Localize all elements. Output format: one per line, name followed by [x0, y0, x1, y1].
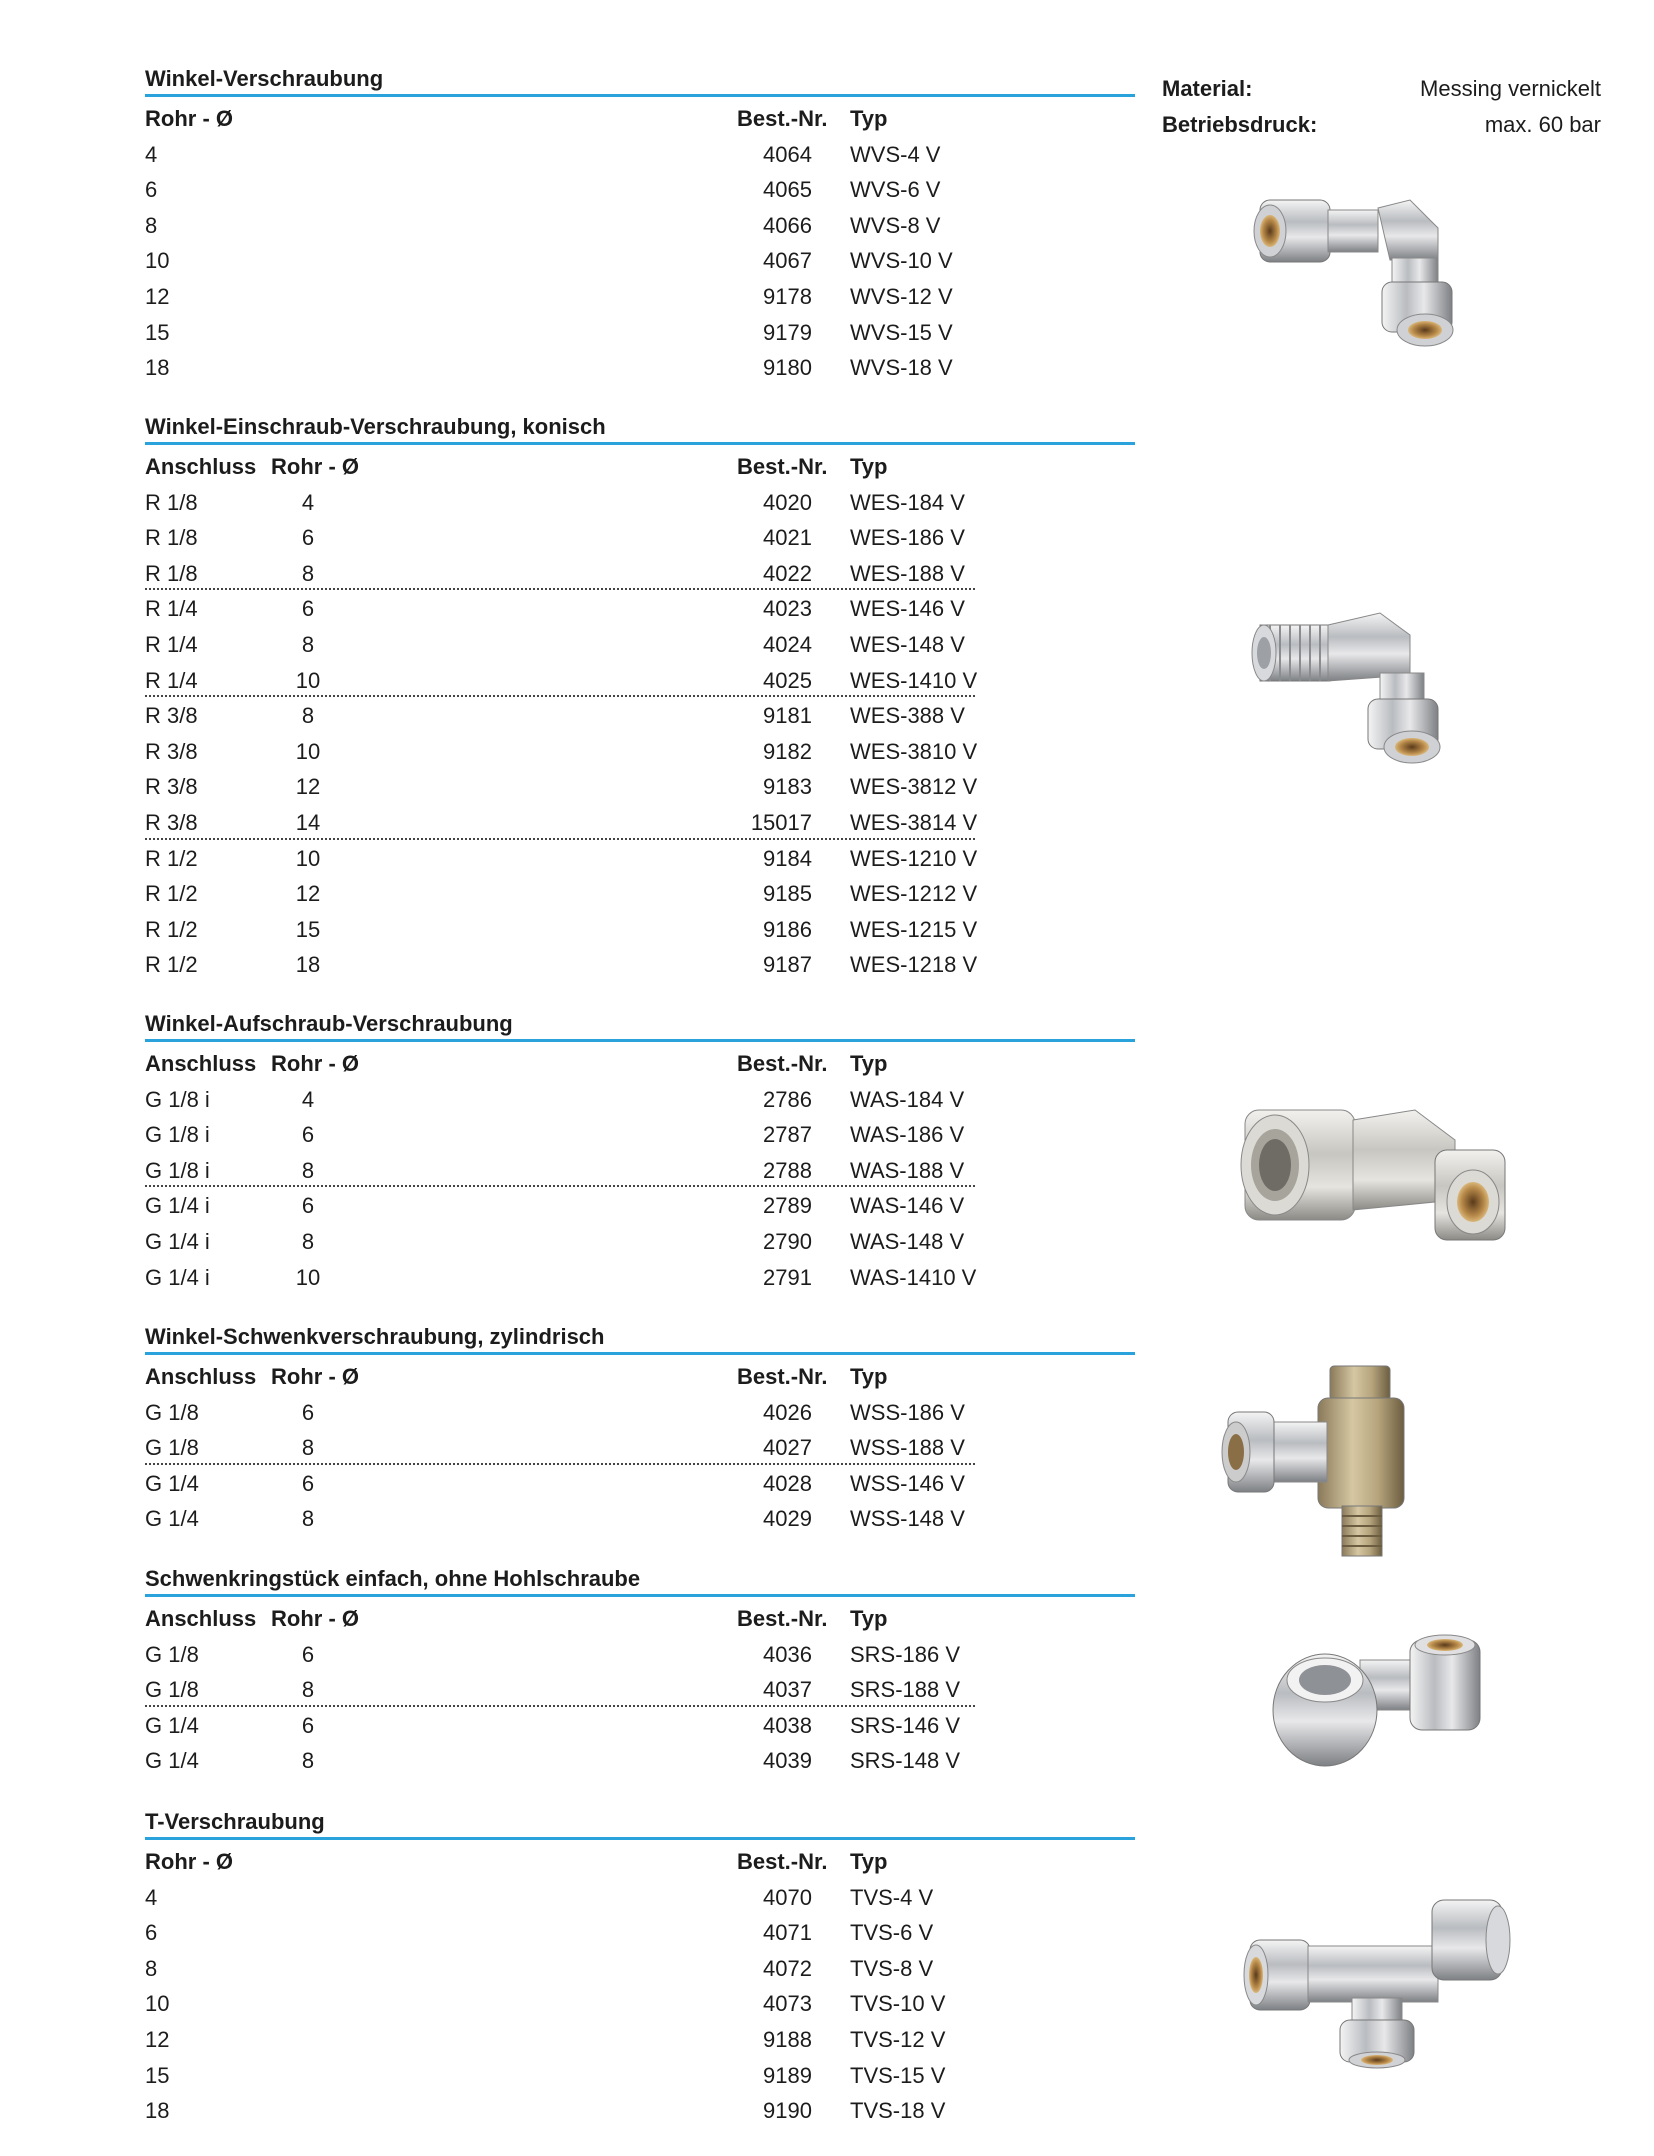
- table-row: [145, 315, 1135, 351]
- table-row: [145, 1430, 1135, 1466]
- section-divider: [145, 94, 1135, 97]
- header-best-nr: Best.-Nr.: [737, 454, 828, 479]
- cell-best-nr: 9184: [763, 845, 812, 871]
- cell-best-nr: 9180: [763, 355, 812, 381]
- cell-best-nr: 9185: [763, 881, 812, 907]
- elbow-screw-in-fitting-image: [1240, 595, 1510, 775]
- section-title: Schwenkringstück einfach, ohne Hohlschraube: [145, 1566, 641, 1591]
- cell-best-nr: 4036: [763, 1641, 812, 1667]
- swivel-fitting-image: [1210, 1360, 1450, 1570]
- table-row: [145, 1188, 1135, 1224]
- cell-anschluss: G 1/4: [145, 1470, 199, 1496]
- table-row: [145, 698, 1135, 734]
- header-best-nr: Best.-Nr.: [737, 1849, 828, 1874]
- cell-rohr: 10: [295, 845, 321, 871]
- cell-best-nr: 9183: [763, 774, 812, 800]
- cell-best-nr: 4022: [763, 560, 812, 586]
- header-anschluss: Anschluss: [145, 1364, 257, 1389]
- table-row: [145, 1082, 1135, 1118]
- table-row: [145, 734, 1135, 770]
- cell-rohr: 8: [301, 560, 315, 586]
- header-rohr: Rohr - Ø: [271, 1051, 359, 1076]
- header-anschluss: Anschluss: [145, 1606, 257, 1631]
- table-row: [145, 1986, 1135, 2022]
- cell-typ: SRS-188 V: [850, 1677, 961, 1703]
- cell-anschluss: R 1/4: [145, 631, 198, 657]
- header-typ: Typ: [850, 454, 888, 479]
- cell-best-nr: 9186: [763, 916, 812, 942]
- cell-rohr: 10: [145, 1991, 170, 2017]
- cell-rohr: 4: [301, 1086, 315, 1112]
- table-row: [145, 172, 1135, 208]
- cell-rohr: 6: [301, 525, 315, 551]
- section-divider: [145, 442, 1135, 445]
- cell-best-nr: 4037: [763, 1677, 812, 1703]
- elbow-female-fitting-image: [1225, 1090, 1525, 1260]
- cell-typ: WES-1212 V: [850, 881, 978, 907]
- cell-rohr: 8: [145, 1955, 158, 1981]
- cell-rohr: 12: [145, 2026, 170, 2052]
- cell-best-nr: 9187: [763, 952, 812, 978]
- cell-anschluss: R 3/8: [145, 809, 198, 835]
- header-typ: Typ: [850, 1051, 888, 1076]
- cell-typ: WES-148 V: [850, 631, 965, 657]
- cell-best-nr: 4065: [763, 177, 812, 203]
- cell-rohr: 4: [145, 1884, 158, 1910]
- cell-rohr: 14: [295, 809, 321, 835]
- cell-typ: TVS-15 V: [850, 2062, 946, 2088]
- table-body: [145, 485, 1135, 983]
- cell-anschluss: G 1/8: [145, 1641, 199, 1667]
- cell-typ: TVS-18 V: [850, 2098, 946, 2124]
- cell-anschluss: G 1/4: [145, 1506, 199, 1532]
- cell-best-nr: 4071: [763, 1920, 812, 1946]
- cell-best-nr: 4067: [763, 248, 812, 274]
- table-row: [145, 350, 1135, 386]
- cell-rohr: 8: [301, 1157, 315, 1183]
- cell-rohr: 6: [301, 1193, 315, 1219]
- cell-typ: WVS-4 V: [850, 141, 941, 167]
- cell-rohr: 10: [295, 1264, 321, 1290]
- cell-typ: WVS-12 V: [850, 283, 953, 309]
- t-fitting-image: [1232, 1880, 1532, 2070]
- section-winkel-einschraub-verschraubung: [145, 412, 1135, 983]
- cell-rohr: 4: [301, 489, 315, 515]
- cell-anschluss: G 1/4 i: [145, 1228, 210, 1254]
- swivel-ring-image: [1260, 1630, 1500, 1780]
- cell-typ: WAS-186 V: [850, 1122, 965, 1148]
- cell-best-nr: 4025: [763, 667, 812, 693]
- section-schwenkringstueck: [145, 1564, 1135, 1779]
- cell-typ: WVS-18 V: [850, 355, 953, 381]
- cell-rohr: 6: [301, 1641, 315, 1667]
- cell-anschluss: G 1/4 i: [145, 1193, 210, 1219]
- table-row: [145, 1395, 1135, 1431]
- table-header: [145, 101, 1135, 137]
- cell-best-nr: 4064: [763, 141, 812, 167]
- table-row: [145, 1260, 1135, 1296]
- cell-best-nr: 4021: [763, 525, 812, 551]
- cell-rohr: 10: [295, 738, 321, 764]
- cell-typ: WES-188 V: [850, 560, 965, 586]
- table-body: [145, 1637, 1135, 1779]
- cell-rohr: 12: [295, 774, 321, 800]
- cell-rohr: 6: [301, 1399, 315, 1425]
- cell-typ: WVS-6 V: [850, 177, 941, 203]
- cell-best-nr: 2789: [763, 1193, 812, 1219]
- cell-anschluss: G 1/8: [145, 1435, 199, 1461]
- section-title: Winkel-Schwenkverschraubung, zylindrisch: [145, 1324, 605, 1349]
- cell-best-nr: 9179: [763, 319, 812, 345]
- cell-anschluss: G 1/8 i: [145, 1122, 210, 1148]
- table-row: [145, 520, 1135, 556]
- table-row: [145, 627, 1135, 663]
- table-row: [145, 1117, 1135, 1153]
- cell-anschluss: G 1/8: [145, 1399, 199, 1425]
- cell-best-nr: 2788: [763, 1157, 812, 1183]
- section-winkel-verschraubung: [145, 64, 1135, 386]
- cell-anschluss: R 1/2: [145, 881, 198, 907]
- cell-best-nr: 4070: [763, 1884, 812, 1910]
- cell-rohr: 6: [145, 177, 158, 203]
- cell-typ: WSS-148 V: [850, 1506, 965, 1532]
- section-divider: [145, 1039, 1135, 1042]
- cell-rohr: 18: [145, 355, 170, 381]
- cell-typ: WAS-184 V: [850, 1086, 965, 1112]
- header-best-nr: Best.-Nr.: [737, 1606, 828, 1631]
- cell-anschluss: G 1/4: [145, 1748, 199, 1774]
- table-row: [145, 1224, 1135, 1260]
- cell-typ: WSS-188 V: [850, 1435, 965, 1461]
- cell-best-nr: 4023: [763, 596, 812, 622]
- table-row: [145, 279, 1135, 315]
- cell-typ: SRS-146 V: [850, 1712, 961, 1738]
- table-header: [145, 1601, 1135, 1637]
- cell-rohr: 10: [145, 248, 170, 274]
- table-header: [145, 449, 1135, 485]
- header-anschluss: Anschluss: [145, 454, 257, 479]
- cell-typ: WVS-8 V: [850, 212, 941, 238]
- cell-best-nr: 4072: [763, 1955, 812, 1981]
- table-row: [145, 208, 1135, 244]
- section-title: Winkel-Aufschraub-Verschraubung: [145, 1011, 513, 1036]
- cell-best-nr: 2786: [763, 1086, 812, 1112]
- table-row: [145, 243, 1135, 279]
- table-row: [145, 1915, 1135, 1951]
- cell-typ: WES-1218 V: [850, 952, 978, 978]
- cell-best-nr: 4038: [763, 1712, 812, 1738]
- section-divider: [145, 1837, 1135, 1840]
- cell-rohr: 8: [145, 212, 158, 238]
- cell-best-nr: 9182: [763, 738, 812, 764]
- cell-best-nr: 4020: [763, 489, 812, 515]
- header-best-nr: Best.-Nr.: [737, 106, 828, 131]
- material-label: Material:: [1162, 76, 1253, 101]
- cell-anschluss: R 3/8: [145, 774, 198, 800]
- cell-best-nr: 2790: [763, 1228, 812, 1254]
- cell-anschluss: R 3/8: [145, 738, 198, 764]
- table-row: [145, 137, 1135, 173]
- cell-best-nr: 9189: [763, 2062, 812, 2088]
- cell-typ: WES-3810 V: [850, 738, 978, 764]
- cell-typ: WVS-10 V: [850, 248, 953, 274]
- cell-typ: WES-186 V: [850, 525, 965, 551]
- section-title: Winkel-Einschraub-Verschraubung, konisch: [145, 414, 606, 439]
- cell-rohr: 12: [295, 881, 321, 907]
- header-best-nr: Best.-Nr.: [737, 1364, 828, 1389]
- cell-anschluss: R 1/8: [145, 489, 198, 515]
- cell-best-nr: 4073: [763, 1991, 812, 2017]
- cell-rohr: 12: [145, 283, 170, 309]
- cell-rohr: 6: [301, 1470, 315, 1496]
- header-rohr: Rohr - Ø: [145, 106, 233, 131]
- header-rohr: Rohr - Ø: [271, 454, 359, 479]
- cell-typ: WES-388 V: [850, 703, 965, 729]
- table-row: [145, 1501, 1135, 1537]
- header-typ: Typ: [850, 1364, 888, 1389]
- table-body: [145, 137, 1135, 386]
- table-row: [145, 769, 1135, 805]
- table-row: [145, 876, 1135, 912]
- cell-typ: WES-3812 V: [850, 774, 978, 800]
- cell-typ: WES-1410 V: [850, 667, 978, 693]
- table-row: [145, 663, 1135, 699]
- section-winkel-aufschraub-verschraubung: [145, 1009, 1135, 1295]
- cell-typ: WSS-186 V: [850, 1399, 965, 1425]
- cell-typ: WAS-148 V: [850, 1228, 965, 1254]
- pressure-label: Betriebsdruck:: [1162, 112, 1318, 137]
- table-row: [145, 1743, 1135, 1779]
- table-row: [145, 2058, 1135, 2094]
- cell-rohr: 15: [145, 319, 170, 345]
- cell-typ: WES-3814 V: [850, 809, 978, 835]
- cell-best-nr: 2787: [763, 1122, 812, 1148]
- cell-typ: WES-184 V: [850, 489, 965, 515]
- header-typ: Typ: [850, 106, 888, 131]
- cell-typ: WAS-188 V: [850, 1157, 965, 1183]
- section-winkel-schwenkverschraubung: [145, 1322, 1135, 1537]
- cell-typ: SRS-186 V: [850, 1641, 961, 1667]
- cell-typ: TVS-8 V: [850, 1955, 934, 1981]
- cell-typ: TVS-4 V: [850, 1884, 934, 1910]
- table-body: [145, 1880, 1135, 2129]
- cell-anschluss: R 1/2: [145, 845, 198, 871]
- table-header: [145, 1046, 1135, 1082]
- table-row: [145, 1153, 1135, 1189]
- header-rohr: Rohr - Ø: [271, 1606, 359, 1631]
- cell-rohr: 15: [295, 916, 321, 942]
- table-row: [145, 1708, 1135, 1744]
- cell-typ: SRS-148 V: [850, 1748, 961, 1774]
- cell-rohr: 8: [301, 1677, 315, 1703]
- cell-rohr: 18: [295, 952, 321, 978]
- cell-rohr: 10: [295, 667, 321, 693]
- cell-best-nr: 9190: [763, 2098, 812, 2124]
- cell-typ: TVS-6 V: [850, 1920, 934, 1946]
- section-title: T-Verschraubung: [145, 1809, 325, 1834]
- table-row: [145, 2093, 1135, 2129]
- cell-anschluss: R 1/8: [145, 525, 198, 551]
- section-divider: [145, 1594, 1135, 1597]
- cell-anschluss: G 1/8 i: [145, 1157, 210, 1183]
- cell-anschluss: R 1/4: [145, 596, 198, 622]
- table-row: [145, 591, 1135, 627]
- cell-anschluss: R 1/2: [145, 916, 198, 942]
- table-row: [145, 805, 1135, 841]
- cell-best-nr: 4024: [763, 631, 812, 657]
- table-row: [145, 912, 1135, 948]
- cell-rohr: 8: [301, 1435, 315, 1461]
- header-typ: Typ: [850, 1849, 888, 1874]
- cell-rohr: 6: [301, 1122, 315, 1148]
- cell-best-nr: 9178: [763, 283, 812, 309]
- table-row: [145, 1672, 1135, 1708]
- cell-typ: WAS-146 V: [850, 1193, 965, 1219]
- cell-rohr: 6: [301, 1712, 315, 1738]
- table-row: [145, 841, 1135, 877]
- table-row: [145, 2022, 1135, 2058]
- cell-best-nr: 4066: [763, 212, 812, 238]
- cell-typ: TVS-10 V: [850, 1991, 946, 2017]
- cell-typ: WAS-1410 V: [850, 1264, 977, 1290]
- cell-best-nr: 15017: [750, 809, 812, 835]
- cell-typ: WES-146 V: [850, 596, 965, 622]
- header-anschluss: Anschluss: [145, 1051, 257, 1076]
- cell-rohr: 15: [145, 2062, 170, 2088]
- cell-anschluss: R 1/4: [145, 667, 198, 693]
- cell-rohr: 4: [145, 141, 158, 167]
- header-best-nr: Best.-Nr.: [737, 1051, 828, 1076]
- cell-anschluss: G 1/8: [145, 1677, 199, 1703]
- cell-anschluss: R 1/8: [145, 560, 198, 586]
- section-t-verschraubung: [145, 1807, 1135, 2129]
- cell-best-nr: 2791: [763, 1264, 812, 1290]
- table-row: [145, 556, 1135, 592]
- cell-rohr: 18: [145, 2098, 170, 2124]
- cell-anschluss: G 1/8 i: [145, 1086, 210, 1112]
- header-rohr: Rohr - Ø: [145, 1849, 233, 1874]
- cell-best-nr: 4028: [763, 1470, 812, 1496]
- table-body: [145, 1082, 1135, 1296]
- header-rohr: Rohr - Ø: [271, 1364, 359, 1389]
- cell-typ: TVS-12 V: [850, 2026, 946, 2052]
- elbow-fitting-image: [1240, 170, 1510, 350]
- table-row: [145, 1466, 1135, 1502]
- cell-typ: WES-1215 V: [850, 916, 978, 942]
- cell-rohr: 8: [301, 1506, 315, 1532]
- table-header: [145, 1844, 1135, 1880]
- table-row: [145, 1880, 1135, 1916]
- section-divider: [145, 1352, 1135, 1355]
- cell-anschluss: G 1/4 i: [145, 1264, 210, 1290]
- table-header: [145, 1359, 1135, 1395]
- cell-best-nr: 9188: [763, 2026, 812, 2052]
- cell-rohr: 6: [145, 1920, 158, 1946]
- material-value: Messing vernickelt: [1420, 76, 1601, 101]
- cell-anschluss: R 1/2: [145, 952, 198, 978]
- table-row: [145, 1637, 1135, 1673]
- cell-rohr: 8: [301, 1748, 315, 1774]
- cell-rohr: 8: [301, 1228, 315, 1254]
- header-typ: Typ: [850, 1606, 888, 1631]
- cell-rohr: 8: [301, 631, 315, 657]
- cell-typ: WVS-15 V: [850, 319, 953, 345]
- section-title: Winkel-Verschraubung: [145, 66, 384, 91]
- cell-anschluss: R 3/8: [145, 703, 198, 729]
- table-row: [145, 947, 1135, 983]
- table-body: [145, 1395, 1135, 1537]
- pressure-value: max. 60 bar: [1484, 112, 1601, 137]
- cell-typ: WSS-146 V: [850, 1470, 965, 1496]
- cell-anschluss: G 1/4: [145, 1712, 199, 1738]
- table-row: [145, 485, 1135, 521]
- cell-best-nr: 4027: [763, 1435, 812, 1461]
- cell-rohr: 8: [301, 703, 315, 729]
- cell-best-nr: 4029: [763, 1506, 812, 1532]
- cell-best-nr: 4026: [763, 1399, 812, 1425]
- cell-typ: WES-1210 V: [850, 845, 978, 871]
- table-row: [145, 1951, 1135, 1987]
- cell-rohr: 6: [301, 596, 315, 622]
- cell-best-nr: 4039: [763, 1748, 812, 1774]
- cell-best-nr: 9181: [763, 703, 812, 729]
